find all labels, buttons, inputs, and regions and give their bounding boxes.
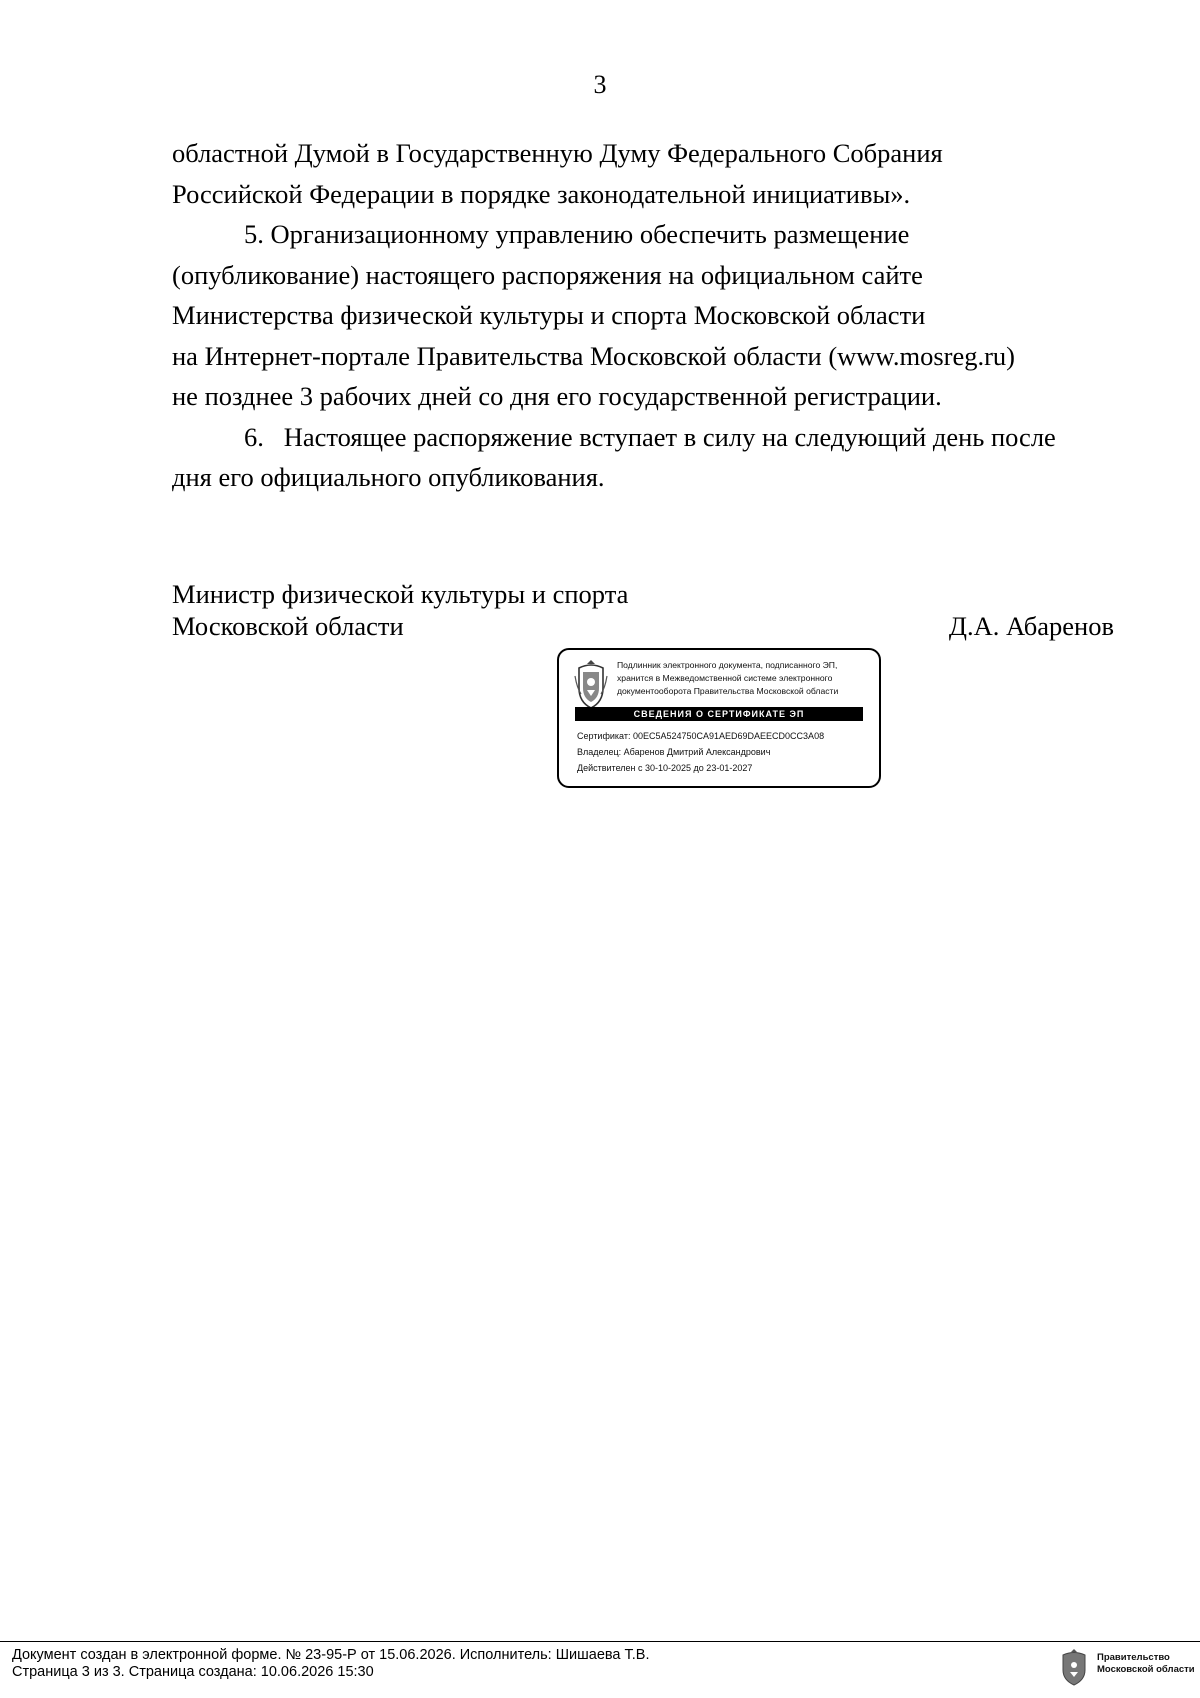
- certificate-number: Сертификат: 00EC5A524750CA91AED69DAEECD0CC3A08: [577, 731, 825, 741]
- signer-title-line-2: Московской области: [172, 611, 404, 641]
- logo-line-2: Московской области: [1097, 1664, 1195, 1675]
- footer-info: [12, 1647, 650, 1681]
- text-line: 6. Настоящее распоряжение вступает в силу на следующий день после: [244, 421, 1056, 452]
- text-line: 5. Организационному управлению обеспечить размещение: [244, 219, 910, 249]
- electronic-signature-stamp: [557, 648, 881, 788]
- certificate-owner: Владелец: Абаренов Дмитрий Александрович: [577, 747, 771, 757]
- footer-line-1: Документ создан в электронной форме. № 23-95-Р от 15.06.2026. Исполнитель: Шишаева Т.В.: [12, 1647, 650, 1663]
- stamp-header-line: документооборота Правительства Московской области: [617, 686, 839, 696]
- certificate-details: [577, 728, 877, 776]
- text-line: на Интернет-портале Правительства Московской области (www.mosreg.ru): [172, 340, 1016, 371]
- government-logo-text: [1097, 1652, 1195, 1676]
- certificate-info-bar: СВЕДЕНИЯ О СЕРТИФИКАТЕ ЭП: [575, 707, 863, 721]
- logo-line-1: Правительство: [1097, 1652, 1170, 1663]
- signer-title-line-1: Министр физической культуры и спорта: [172, 579, 629, 609]
- signature-block: [172, 578, 1114, 642]
- text-line: дня его официального опубликования.: [172, 462, 605, 492]
- text-line: не позднее 3 рабочих дней со дня его государственной регистрации.: [172, 381, 942, 411]
- signer-name: Д.А. Абаренов: [948, 611, 1114, 641]
- paragraph-item-5: [172, 214, 1114, 417]
- footer-divider: [0, 1641, 1200, 1642]
- document-body: [172, 133, 1114, 498]
- stamp-header-line: хранится в Межведомственной системе электронного: [617, 673, 833, 683]
- footer-line-2: Страница 3 из 3. Страница создана: 10.06.2026 15:30: [12, 1664, 374, 1680]
- stamp-header-line: Подлинник электронного документа, подписанного ЭП,: [617, 660, 838, 670]
- text-line: Министерства физической культуры и спорта Московской области: [172, 300, 926, 330]
- coat-of-arms-icon: [573, 658, 609, 710]
- signer-title-line-2-row: [172, 610, 1114, 642]
- certificate-validity: Действителен с 30-10-2025 до 23-01-2027: [577, 763, 753, 773]
- paragraph-item-6: [172, 417, 1114, 498]
- stamp-header: [617, 659, 879, 698]
- government-logo-icon: [1060, 1648, 1088, 1686]
- page-number: 3: [593, 70, 607, 99]
- text-line: областной Думой в Государственную Думу Федерального Собрания: [172, 138, 943, 168]
- paragraph-continuation: [172, 133, 1114, 214]
- text-line: Российской Федерации в порядке законодательной инициативы».: [172, 178, 911, 209]
- text-line: (опубликование) настоящего распоряжения на официальном сайте: [172, 259, 923, 290]
